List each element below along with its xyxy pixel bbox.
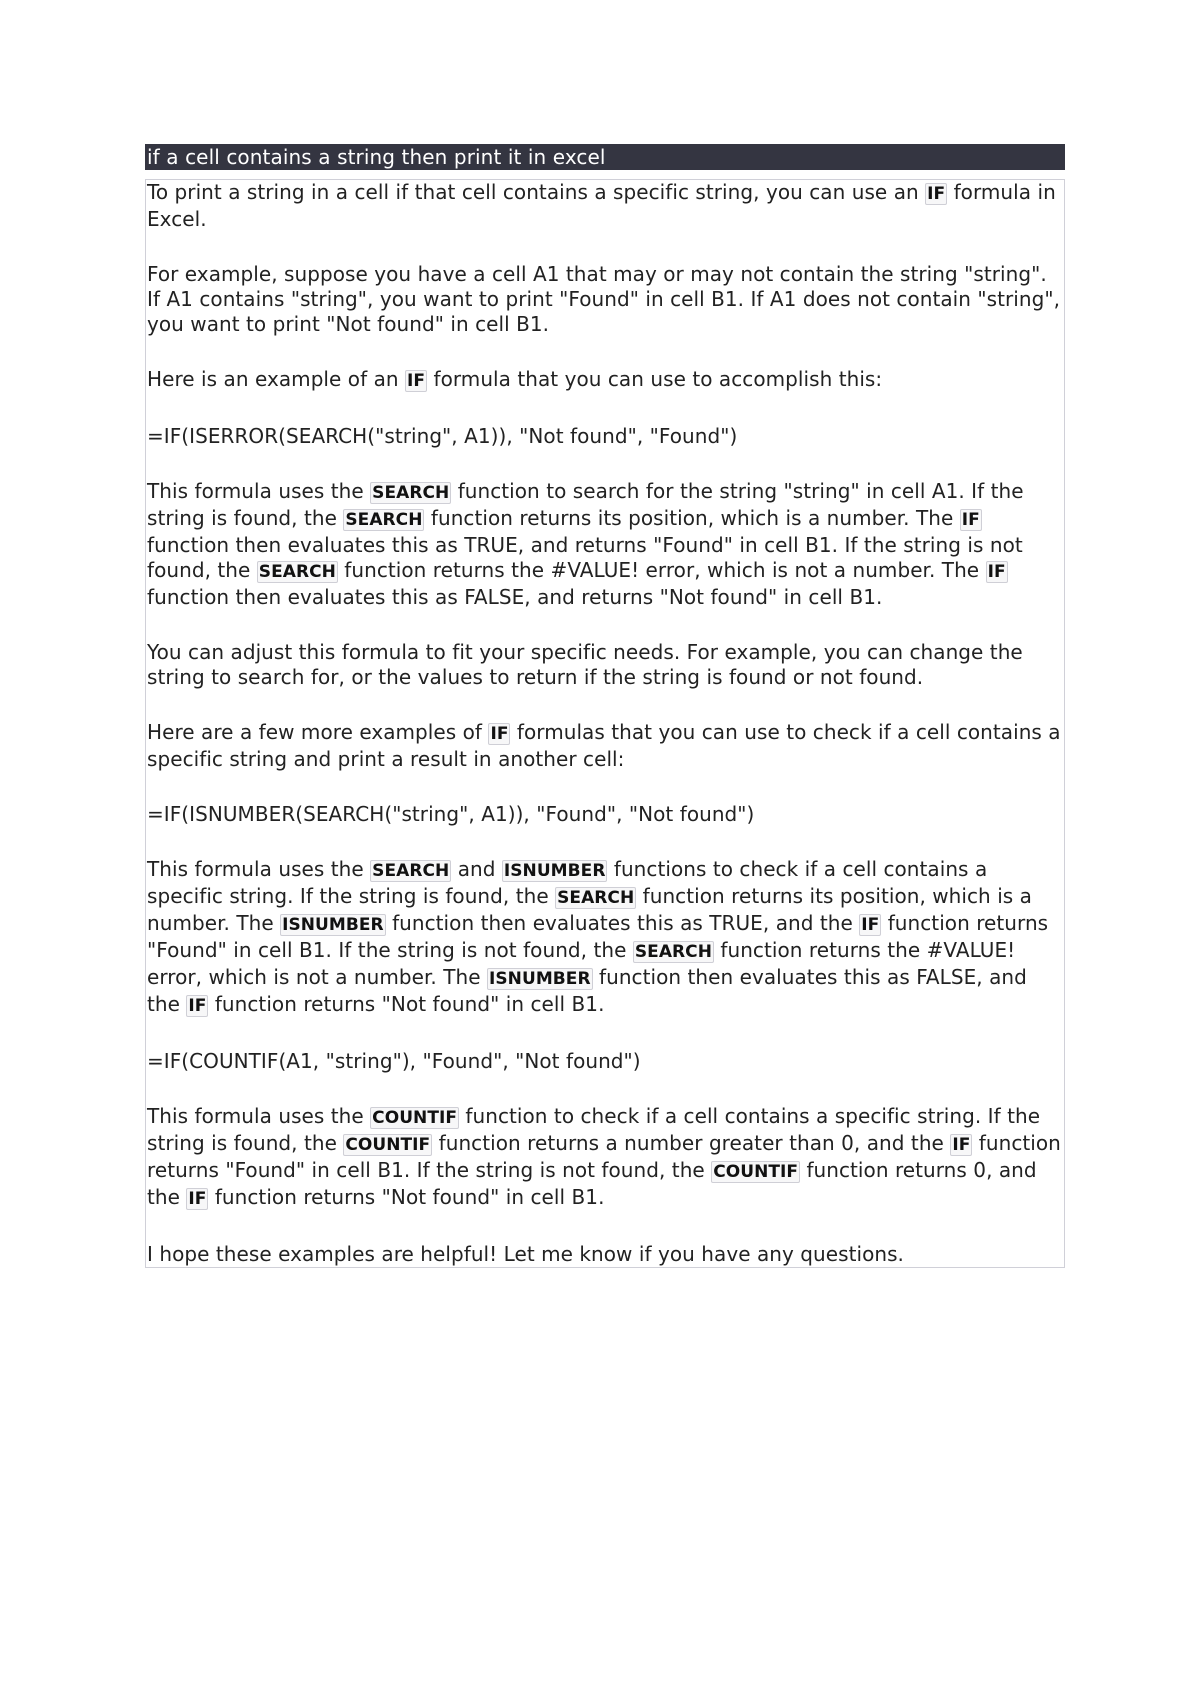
inline-code: COUNTIF bbox=[345, 1135, 431, 1155]
inline-code: ISNUMBER bbox=[489, 969, 591, 989]
answer-paragraph: =IF(ISNUMBER(SEARCH("string", A1)), "Found", "Not found") bbox=[147, 802, 755, 826]
answer-paragraph: =IF(COUNTIF(A1, "string"), "Found", "Not found") bbox=[147, 1049, 641, 1073]
inline-code: COUNTIF bbox=[713, 1162, 799, 1182]
inline-code: IF bbox=[987, 562, 1006, 582]
inline-code: IF bbox=[188, 996, 207, 1016]
inline-code: IF bbox=[188, 1189, 207, 1209]
inline-code: IF bbox=[952, 1135, 971, 1155]
inline-code: ISNUMBER bbox=[503, 861, 606, 881]
inline-code: IF bbox=[961, 510, 980, 530]
answer-paragraph: Here are a few more examples of IF formulas that you can use to check if a cell contains a specific string and print a result in another cell: bbox=[147, 720, 1061, 771]
inline-code: IF bbox=[407, 371, 426, 391]
inline-code: ISNUMBER bbox=[282, 915, 384, 935]
inline-code: IF bbox=[490, 724, 509, 744]
document-page bbox=[145, 144, 1065, 1268]
inline-code: SEARCH bbox=[634, 942, 712, 962]
inline-code: SEARCH bbox=[258, 562, 336, 582]
inline-code: SEARCH bbox=[372, 483, 450, 503]
question-title: if a cell contains a string then print it in excel bbox=[145, 144, 1065, 170]
answer-box bbox=[145, 179, 1065, 1268]
answer-paragraph: To print a string in a cell if that cell contains a specific string, you can use an IF formula in Excel. bbox=[147, 180, 1056, 231]
inline-code: IF bbox=[927, 184, 946, 204]
inline-code: IF bbox=[861, 915, 880, 935]
answer-paragraph: For example, suppose you have a cell A1 that may or may not contain the string "string". If A1 contains "string", you want to print "Found" in cell B1. If A1 does not contain "string", you want to print "Not found" in cell B1. bbox=[147, 262, 1061, 336]
inline-code: COUNTIF bbox=[372, 1108, 458, 1128]
inline-code: SEARCH bbox=[557, 888, 635, 908]
answer-paragraph: =IF(ISERROR(SEARCH("string", A1)), "Not found", "Found") bbox=[147, 424, 738, 448]
answer-paragraph: This formula uses the SEARCH and ISNUMBER functions to check if a cell contains a specific string. If the string is found, the SEARCH function returns its position, which is a number. The ISNUMBER function then evaluates this as TRUE, and the IF function returns "Found" in cell B1. If the string is not found, the SEARCH function returns the #VALUE! error, which is not a number. The ISNUMBER function then evaluates this as FALSE, and the IF function returns "Not found" in cell B1. bbox=[147, 857, 1049, 1016]
answer-paragraph: This formula uses the SEARCH function to search for the string "string" in cell A1. If the string is found, the SEARCH function returns its position, which is a number. The IF function then evaluates this as TRUE, and returns "Found" in cell B1. If the string is not found, the SEARCH function returns the #VALUE! error, which is not a number. The IF function then evaluates this as FALSE, and returns "Not found" in cell B1. bbox=[147, 479, 1024, 609]
inline-code: SEARCH bbox=[372, 861, 450, 881]
answer-paragraph: I hope these examples are helpful! Let me know if you have any questions. bbox=[147, 1242, 904, 1266]
inline-code: SEARCH bbox=[345, 510, 423, 530]
answer-paragraph: You can adjust this formula to fit your specific needs. For example, you can change the string to search for, or the values to return if the string is found or not found. bbox=[147, 640, 1023, 689]
answer-paragraph: This formula uses the COUNTIF function to check if a cell contains a specific string. If the string is found, the COUNTIF function returns a number greater than 0, and the IF function returns "Found" in cell B1. If the string is not found, the COUNTIF function returns 0, and the IF function returns "Not found" in cell B1. bbox=[147, 1104, 1061, 1209]
answer-paragraph: Here is an example of an IF formula that you can use to accomplish this: bbox=[147, 367, 883, 391]
